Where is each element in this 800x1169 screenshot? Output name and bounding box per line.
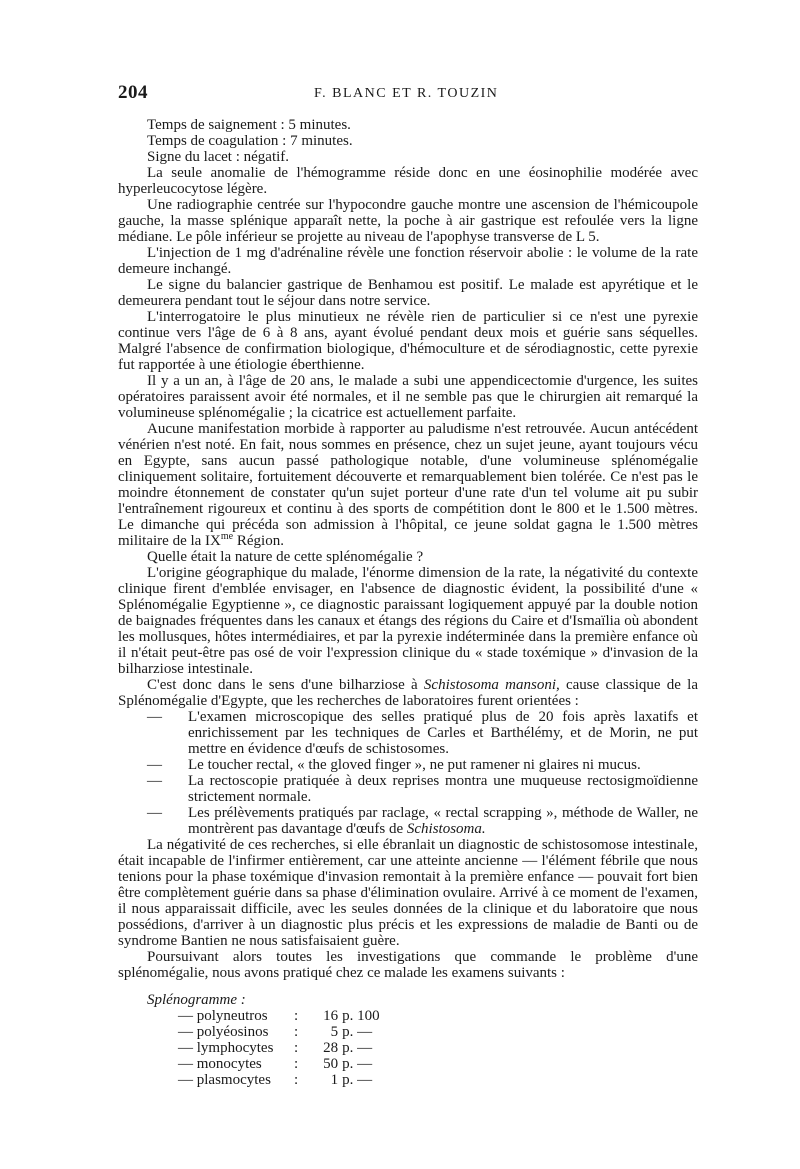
splenogramme-sep: : <box>294 1072 299 1088</box>
body-text <box>118 117 698 1088</box>
splenogramme-unit: p. — <box>342 1072 373 1088</box>
paragraph <box>118 309 698 373</box>
splenogramme-label: — polyneutros <box>178 1008 268 1024</box>
paragraph <box>118 245 698 277</box>
page-number: 204 <box>118 82 148 103</box>
paragraph <box>118 117 698 133</box>
species-name: Schistosoma mansoni, <box>423 677 560 693</box>
text-span: Les prélèvements pratiqués par raclage, « rectal scrapping », méthode de Waller, ne montrèrent pas davantage d'œufs de <box>188 805 698 837</box>
text-span: L'origine géographique du malade, l'énorme dimension de la rate, la négativité du contexte clinique firent d'emblée envisager, en l'absence de diagnostic évident, la possibilité d'une « Splénomégalie Egyptienne », ce diagnostic paraissant logiquement appuyé par la double notion de baignades fréquentes dans les canaux et étangs des régions du Caire et d'Ismaïlia où abondent les mollusques, hôtes intermédiaires, et par la pyrexie indéterminée dans la première enfance où il n'était peut-être pas osé de voir l'expression clinique du « stade toxémique » d'invasion de la bilharziose intestinale. <box>118 565 698 677</box>
splenogramme-unit: p. 100 <box>342 1008 380 1024</box>
splenogramme-sep: : <box>294 1008 299 1024</box>
paragraph: La négativité de ces recherches, si elle ébranlait un diagnostic de schistosomose intestinale, était incapable de l'infirmer entièrement, car une atteinte ancienne — l'élément fébrile que nous tenions pour la phase toxémique d'invasion remontait à la première enfance — pouvait fort bien être complètement guérie dans sa phase d'élimination ovulaire. Arrivé à ce moment de l'examen, il nous apparaissait difficile, avec les seules données de la clinique et du laboratoire que nous possédions, d'arriver à un diagnostic plus précis et les expressions de maladie de Banti ou de syndrome Bantien ne nous satisfaisaient guère. <box>118 837 698 949</box>
text-span: L'injection de 1 mg d'adrénaline révèle une fonction réservoir abolie : le volume de la rate demeure inchangé. <box>118 245 698 277</box>
splenogramme-sep: : <box>294 1024 299 1040</box>
paragraph <box>118 197 698 245</box>
splenogramme-label: — plasmocytes <box>178 1072 271 1088</box>
paragraph <box>118 149 698 165</box>
text-span: Quelle était la nature de cette splénomégalie ? <box>147 549 424 565</box>
page-header <box>118 82 698 106</box>
splenogramme-table <box>178 1008 380 1088</box>
text-span: L'interrogatoire le plus minutieux ne révèle rien de particulier si ce n'est une pyrexie continue vers l'âge de 6 à 8 ans, ayant évolué pendant deux mois et guérie sans séquelles. Malgré l'absence de confirmation biologique, d'hémoculture et de sérodiagnostic, cette pyrexie fut rapportée à une étiologie éberthienne. <box>118 309 698 373</box>
species-name: Schistosoma. <box>406 821 486 837</box>
splenogramme-value: 1 <box>330 1072 339 1088</box>
splenogramme-value: 50 <box>323 1056 339 1072</box>
paragraph <box>118 165 698 197</box>
running-head: F. BLANC ET R. TOUZIN <box>314 86 499 101</box>
list-item: — Le toucher rectal, « the gloved finger », ne put ramener ni glaires ni mucus. <box>147 757 698 773</box>
splenogramme-label: — polyéosinos <box>178 1024 269 1040</box>
text-span: Signe du lacet : négatif. <box>147 149 290 165</box>
text-span: Temps de saignement : 5 minutes. <box>147 117 351 133</box>
text-span: Aucune manifestation morbide à rapporter au paludisme n'est retrouvée. Aucun antécédent vénérien n'est noté. En fait, nous sommes en présence, chez un sujet jeune, ayant toujours vécu en Egypte, sans aucun passé pathologique notable, d'une volumineuse splénomégalie cliniquement solitaire, fortuitement découverte et remarquablement bien tolérée. Ce n'est pas le moindre étonnement de constater qu'un sujet porteur d'une rate d'un tel volume ait pu subir l'entraînement rigoureux et continu à des sports de compétition dont le 800 et le 1.500 mètres. Le dimanche qui précéda son admission à l'hôpital, ce jeune soldat gagna le 1.500 mètres militaire de la IX <box>118 421 698 549</box>
list-item: — L'examen microscopique des selles pratiqué plus de 20 fois après laxatifs et enrichissement par les techniques de Carles et Barthélémy, et de Morin, ne put mettre en évidence d'œufs de schistosomes. <box>147 709 698 757</box>
list-item: — La rectoscopie pratiquée à deux reprises montra une muqueuse rectosigmoïdienne strictement normale. <box>147 773 698 805</box>
paragraph <box>118 277 698 309</box>
table-row <box>178 1024 380 1040</box>
text-span: Une radiographie centrée sur l'hypocondre gauche montre une ascension de l'hémicoupole gauche, la masse splénique apparaît nette, la poche à air gastrique est refoulée vers la ligne médiane. Le pôle inférieur se projette au niveau de l'apophyse transverse de L 5. <box>118 197 698 245</box>
splenogramme-unit: p. — <box>342 1040 373 1056</box>
paragraph-mansoni <box>118 677 698 709</box>
table-row <box>178 1072 380 1088</box>
paragraph <box>118 373 698 421</box>
splenogramme-unit: p. — <box>342 1056 373 1072</box>
table-row <box>178 1008 380 1024</box>
paragraph-group <box>118 117 698 677</box>
text-span: La seule anomalie de l'hémogramme réside donc en une éosinophilie modérée avec hyperleucocytose légère. <box>118 165 698 197</box>
text-span: Temps de coagulation : 7 minutes. <box>147 133 353 149</box>
table-row <box>178 1040 380 1056</box>
splenogramme-label: — lymphocytes <box>178 1040 274 1056</box>
paragraph <box>118 421 698 549</box>
superscript: me <box>220 531 234 542</box>
splenogramme-unit: p. — <box>342 1024 373 1040</box>
text-span: Le signe du balancier gastrique de Benhamou est positif. Le malade est apyrétique et le demeurera pendant tout le séjour dans notre service. <box>118 277 698 309</box>
splenogramme-title: Splénogramme : <box>147 992 246 1008</box>
splenogramme-value: 5 <box>330 1024 339 1040</box>
paragraph <box>118 133 698 149</box>
lab-findings-list <box>118 709 698 837</box>
text-span: cause classique de la Splénomégalie d'Egypte, que les recherches de laboratoires furent orientées : <box>118 677 698 709</box>
splenogramme-sep: : <box>294 1056 299 1072</box>
text-span: Il y a un an, à l'âge de 20 ans, le malade a subi une appendicectomie d'urgence, les suites opératoires paraissent avoir été normales, et il ne semble pas que le chirurgien ait remarqué la volumineuse splénomégalie ; la cicatrice est actuellement parfaite. <box>118 373 698 421</box>
paragraph <box>118 565 698 677</box>
splenogramme-value: 28 <box>323 1040 339 1056</box>
text-span: C'est donc dans le sens d'une bilharziose à <box>147 677 424 693</box>
paragraph <box>118 549 698 565</box>
text-span: Région. <box>233 533 284 549</box>
splenogramme-value: 16 <box>323 1008 339 1024</box>
splenogramme-sep: : <box>294 1040 299 1056</box>
table-row <box>178 1056 380 1072</box>
list-item <box>147 805 698 837</box>
splenogramme-label: — monocytes <box>178 1056 262 1072</box>
paragraph: Poursuivant alors toutes les investigations que commande le problème d'une splénomégalie, nous avons pratiqué chez ce malade les examens suivants : <box>118 949 698 981</box>
